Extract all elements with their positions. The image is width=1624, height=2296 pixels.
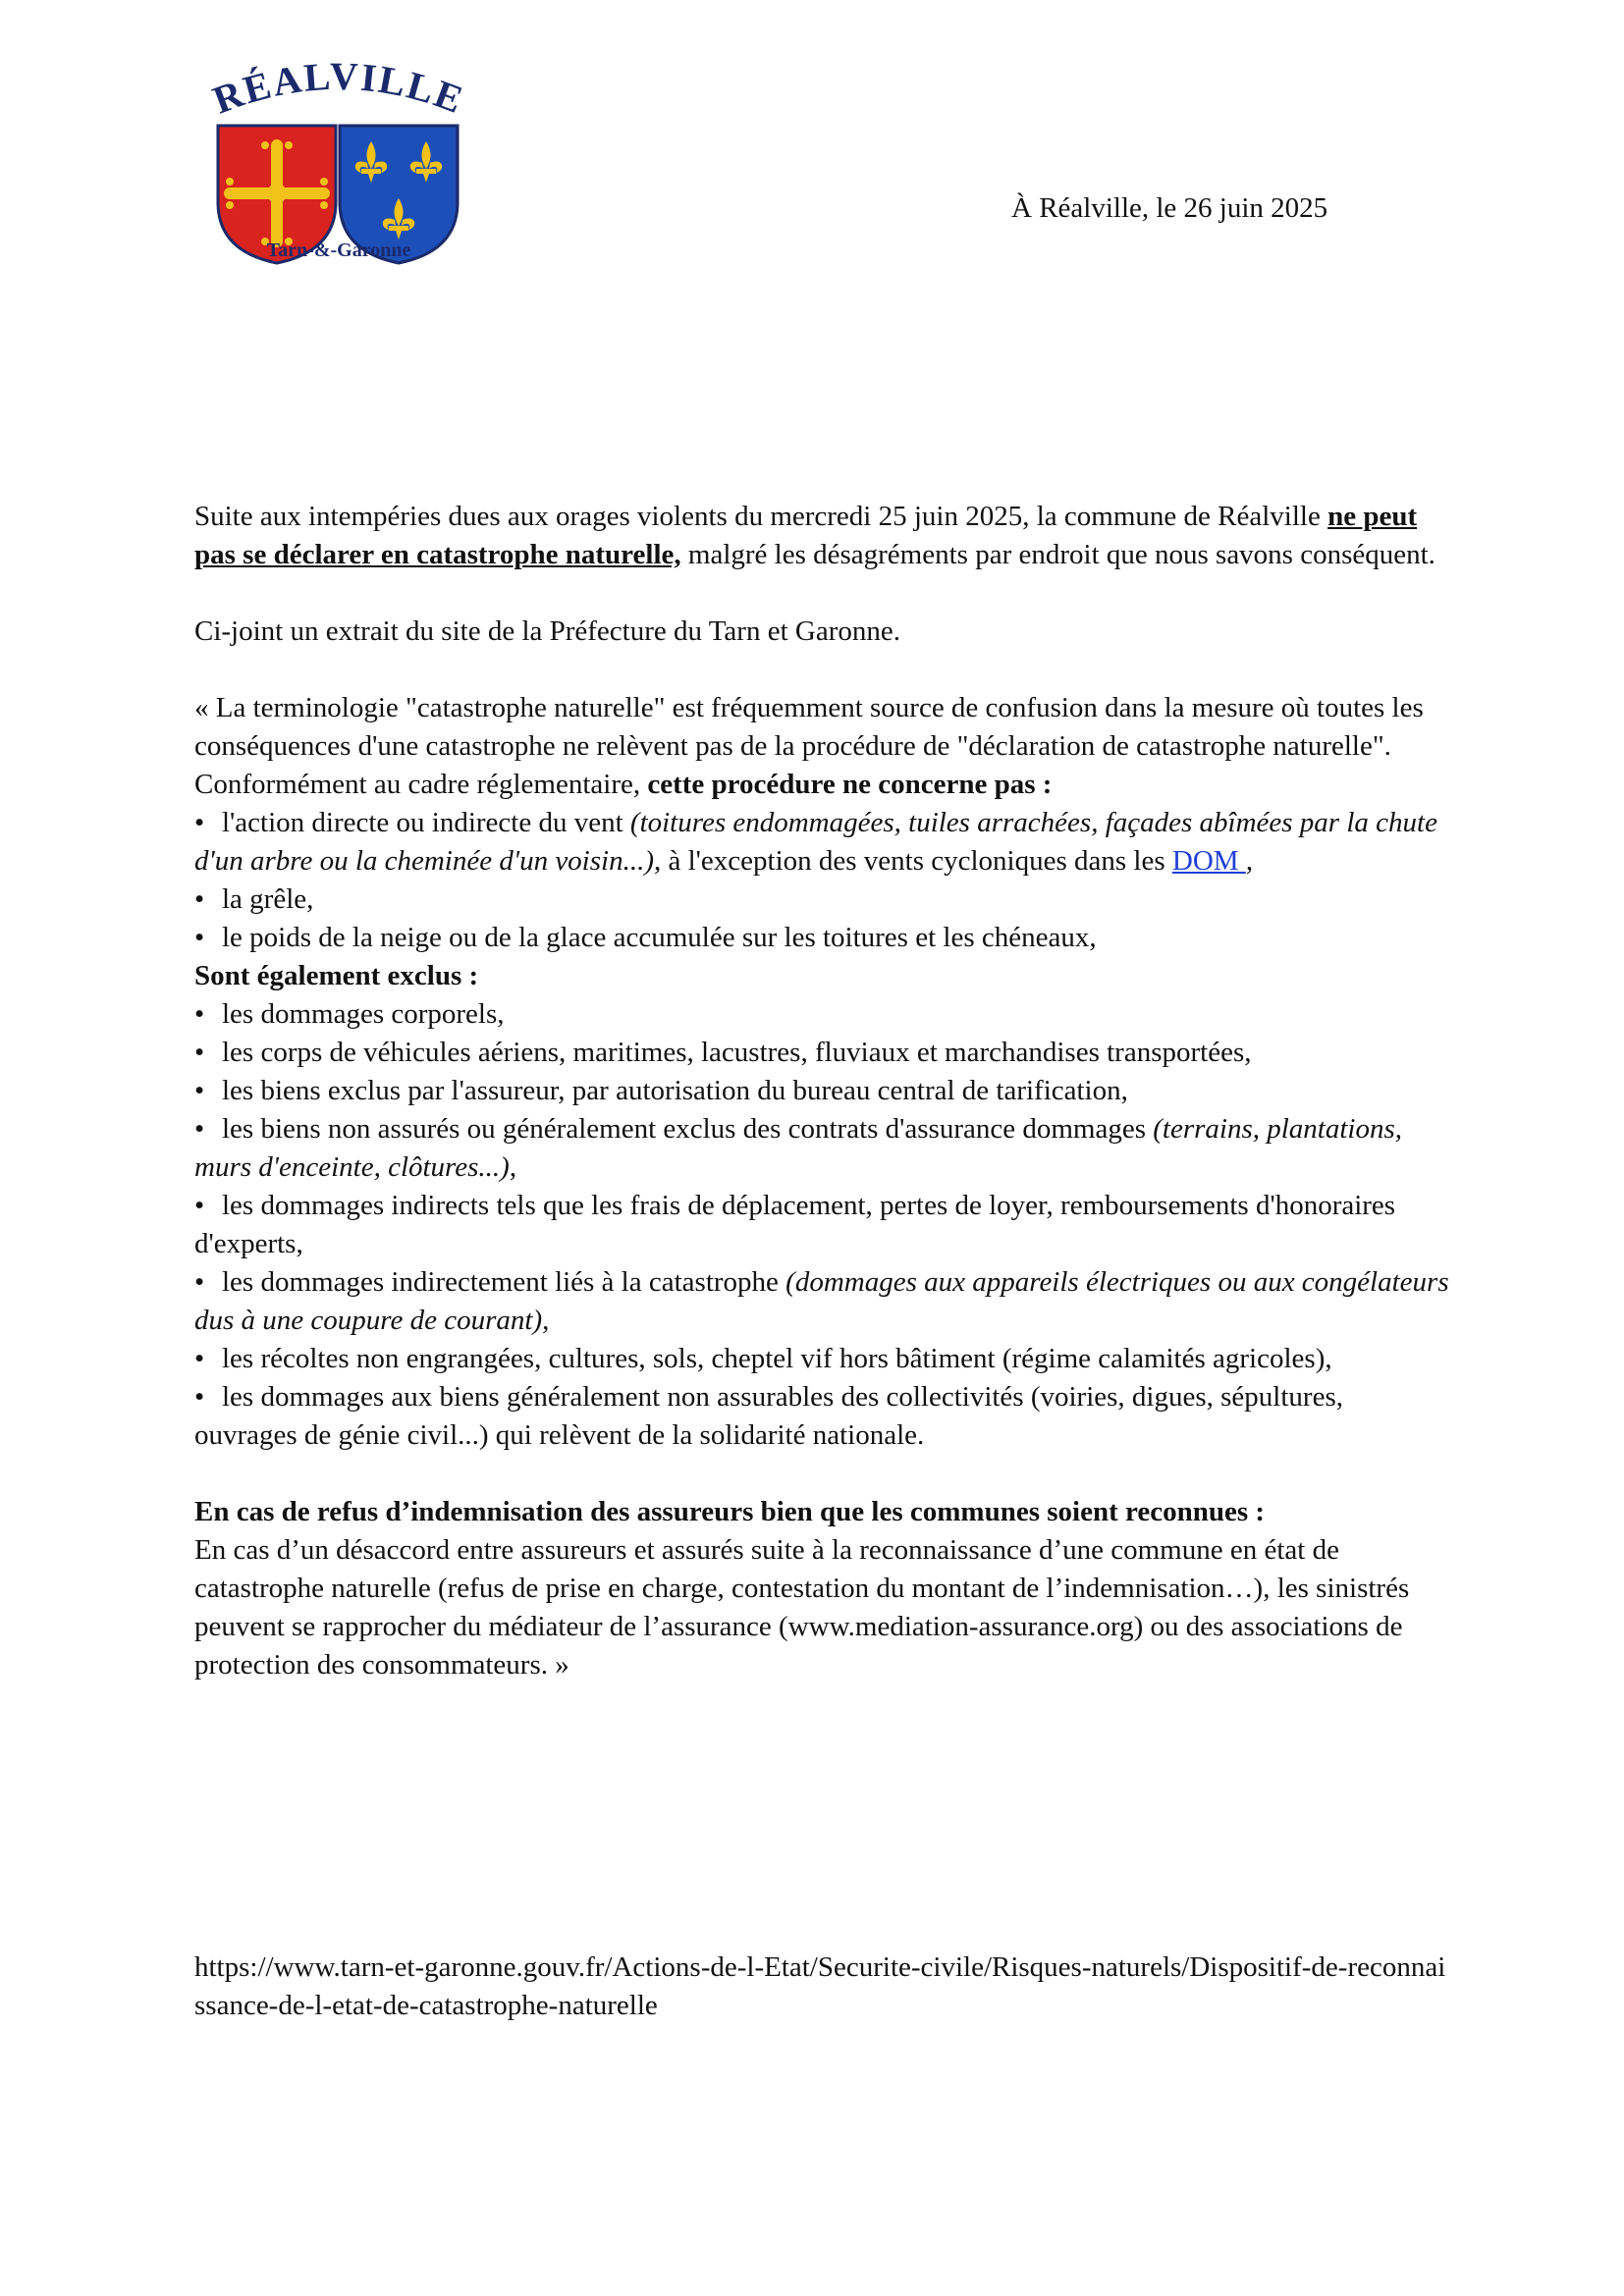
list-item: • les dommages indirectement liés à la catastrophe (dommages aux appareils électriques ou aux congélateurs dus à une coupure de courant),	[194, 1266, 1449, 1336]
list-item: • la grêle,	[194, 883, 314, 915]
intro-emphasis: ne peut pas se déclarer en catastrophe naturelle,	[194, 501, 1418, 570]
town-logo	[196, 55, 481, 271]
logo-title: RÉALVILLE	[206, 55, 471, 123]
list-item: • les corps de véhicules aériens, maritimes, lacustres, fluviaux et marchandises transportées,	[194, 1037, 1252, 1068]
excluded-heading: Sont également exclus :	[194, 960, 479, 991]
list-item: • l'action directe ou indirecte du vent (toitures endommagées, tuiles arrachées, façades abîmées par la chute d'un arbre ou la cheminée d'un voisin...), à l'exception des vents cycloniques dans les DOM ,	[194, 807, 1437, 877]
refusal-text: En cas d’un désaccord entre assureurs et assurés suite à la reconnaissance d’une commune en état de catastrophe naturelle (refus de prise en charge, contestation du montant de l’indemnisation…), les sinistrés peuvent se rapprocher du médiateur de l’assurance (www.mediation-assurance.org) ou des associations de protection des consommateurs. »	[194, 1534, 1410, 1681]
list-item: • le poids de la neige ou de la glace accumulée sur les toitures et les chéneaux,	[194, 922, 1097, 953]
refusal-heading: En cas de refus d’indemnisation des assureurs bien que les communes soient reconnues :	[194, 1496, 1266, 1527]
coat-of-arms-icon	[196, 55, 481, 271]
list-item: • les dommages aux biens généralement non assurables des collectivités (voiries, digues, sépultures, ouvrages de génie civil...) qui relèvent de la solidarité nationale.	[194, 1381, 1343, 1451]
list-item: • les dommages corporels,	[194, 998, 505, 1030]
letter-date: À Réalville, le 26 juin 2025	[1011, 192, 1328, 224]
extract-line: Ci-joint un extrait du site de la Préfecture du Tarn et Garonne.	[194, 615, 900, 647]
dom-link[interactable]: DOM	[1171, 845, 1246, 877]
list-item: • les biens non assurés ou généralement exclus des contrats d'assurance dommages (terrains, plantations, murs d'enceinte, clôtures...),	[194, 1113, 1403, 1183]
logo-subtitle: Tarn-&-Garonne	[266, 240, 411, 261]
list-item: • les récoltes non engrangées, cultures, sols, cheptel vif hors bâtiment (régime calamités agricoles),	[194, 1343, 1332, 1374]
excluded-list	[194, 995, 1451, 1455]
not-covered-list	[194, 804, 1451, 957]
list-item: • les dommages indirects tels que les frais de déplacement, pertes de loyer, remboursements d'honoraires d'experts,	[194, 1190, 1396, 1259]
quote-opening: « La terminologie "catastrophe naturelle" est fréquemment source de confusion dans la mesure où toutes les conséquences d'une catastrophe ne relèvent pas de la procédure de "déclaration de catastrophe naturelle". Conformément au cadre réglementaire, cette procédure ne concerne pas :	[194, 692, 1424, 800]
intro-paragraph: Suite aux intempéries dues aux orages violents du mercredi 25 juin 2025, la commune de Réalville ne peut pas se déclarer en catastrophe naturelle, malgré les désagréments par endroit que nous savons conséquent.	[194, 501, 1435, 570]
source-url[interactable]: https://www.tarn-et-garonne.gouv.fr/Actions-de-l-Etat/Securite-civile/Risques-naturels/Dispositif-de-reconnaissance-de-l-etat-de-catastrophe-naturelle	[194, 1951, 1446, 2021]
list-item: • les biens exclus par l'assureur, par autorisation du bureau central de tarification,	[194, 1075, 1128, 1106]
letter-body	[194, 498, 1451, 1684]
